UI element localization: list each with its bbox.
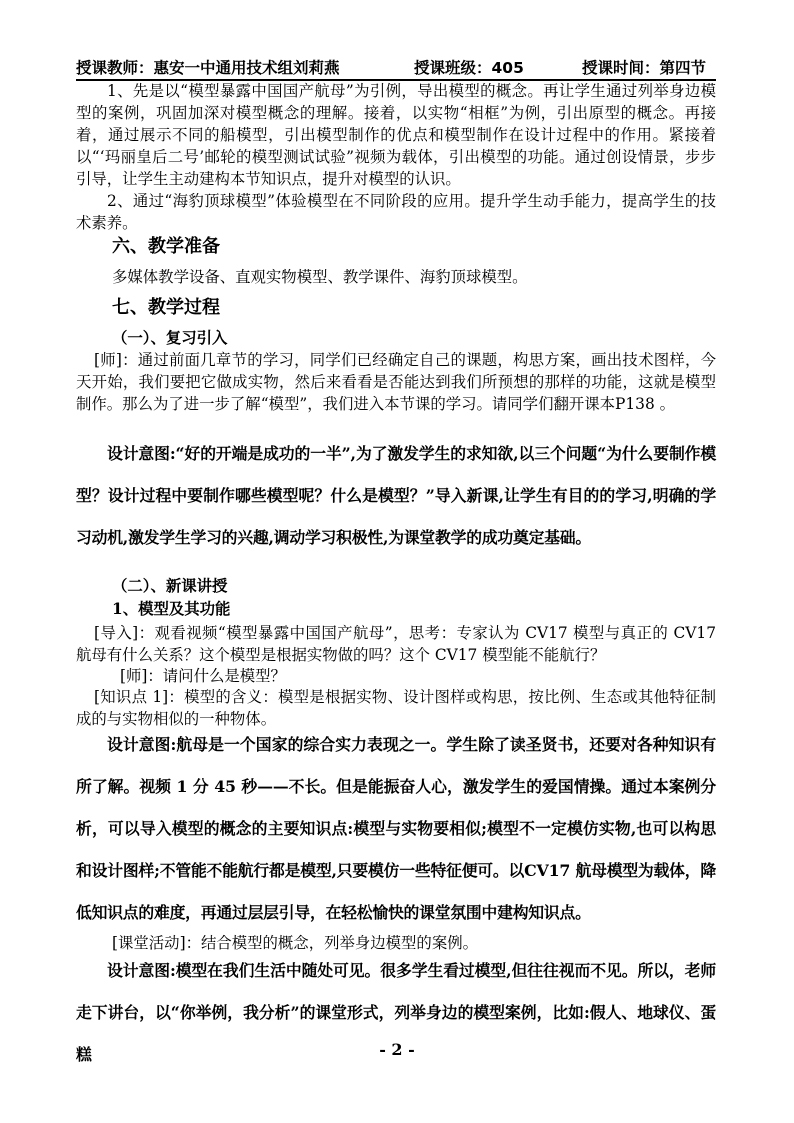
subsection-1-title: 1、模型及其功能 <box>112 600 231 618</box>
header-time: 授课时间：第四节 <box>582 59 707 77</box>
paragraph-1: 1、先是以“模型暴露中国国产航母”为引例，导出模型的概念。再让学生通过列举身边模型的案例，巩固加深对模型概念的理解。接着，以实物“相框”为例，引出原型的概念。再接着，通过展示不同的船模型，引出模型制作的优点和模型制作在设计过程中的作用。紧接着以“‘玛丽皇后二号’邮轮的模型测试试验”视频为载体，引出模型的功能。通过创设情景，步步引导，让学生主动建构本节知识点，提升对模型的认识。 <box>76 82 716 188</box>
section-7-title: 七、教学过程 <box>112 297 220 318</box>
part-1-title: （一）、复习引入 <box>112 329 228 347</box>
header-teacher: 授课教师：惠安一中通用技术组刘莉燕 <box>76 59 340 77</box>
page-header <box>76 57 716 79</box>
classroom-activity: [课堂活动]：结合模型的概念，列举身边模型的案例。 <box>112 934 478 952</box>
header-class: 授课班级：405 <box>414 59 524 77</box>
design-intent-1: 设计意图:“好的开端是成功的一半”,为了激发学生的求知欲,以三个问题“为什么要制作模型？设计过程中要制作哪些模型呢？什么是模型？”导入新课,让学生有目的的学习,明确的学习动机,激发学生学习的兴趣,调动学习积极性,为课堂教学的成功奠定基础。 <box>76 444 716 547</box>
paragraph-2: 2、通过“海豹顶球模型”体验模型在不同阶段的应用。提升学生动手能力，提高学生的技术素养。 <box>76 192 716 232</box>
section-6-title: 六、教学准备 <box>112 236 220 257</box>
teacher-question: [师]：请问什么是模型？ <box>120 667 286 685</box>
design-intent-3: 设计意图:模型在我们生活中随处可见。很多学生看过模型,但往往视而不见。所以，老师走下讲台，以“你举例，我分析”的课堂形式，列举身边的模型案例，比如:假人、地球仪、蛋糕 <box>76 961 716 1064</box>
design-intent-2: 设计意图:航母是一个国家的综合实力表现之一。学生除了读圣贤书，还要对各种知识有所了解。视频 1 分 45 秒——不长。但是能振奋人心，激发学生的爱国情操。通过本案例分析，可以导入模型的概念的主要知识点:模型与实物要相似;模型不一定模仿实物,也可以构思和设计图样;不管能不能航行都是模型,只要模仿一些特征便可。以CV17 航母模型为载体，降低知识点的难度，再通过层层引导，在轻松愉快的课堂氛围中建构知识点。 <box>76 735 716 922</box>
intro-text: [导入]：观看视频“模型暴露中国国产航母”，思考：专家认为 CV17 模型与真正的 CV17 航母有什么关系？这个模型是根据实物做的吗？这个 CV17 模型能不能航行？ <box>76 624 716 664</box>
part-1-text: [师]：通过前面几章节的学习，同学们已经确定自己的课题，构思方案，画出技术图样，今天开始，我们要把它做成实物，然后来看看是否能达到我们所预想的那样的功能，这就是模型制作。那么为了进一步了解“模型”，我们进入本节课的学习。请同学们翻开课本P138 。 <box>76 351 716 413</box>
part-2-title: （二）、新课讲授 <box>112 577 228 595</box>
section-6-text: 多媒体教学设备、直观实物模型、教学课件、海豹顶球模型。 <box>112 268 528 286</box>
knowledge-point-1: [知识点 1]：模型的含义：模型是根据实物、设计图样或构思，按比例、生态或其他特征制成的与实物相似的一种物体。 <box>76 688 716 728</box>
page-number: - 2 - <box>379 1040 415 1059</box>
